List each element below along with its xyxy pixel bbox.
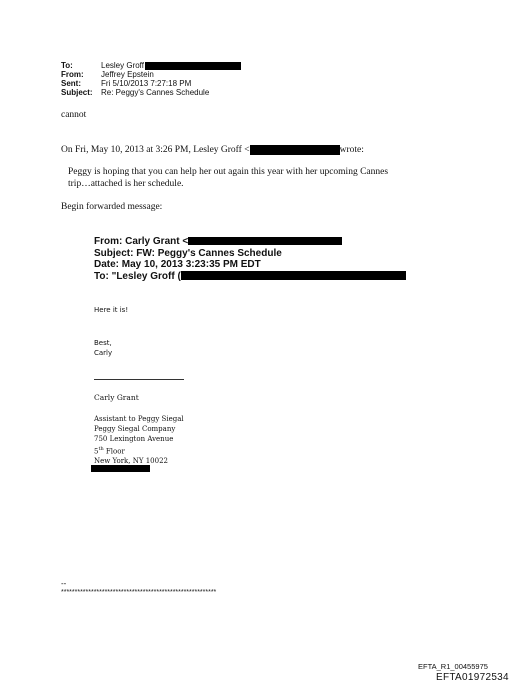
signature-divider [94,379,184,380]
signature-floor [94,444,184,456]
signature-title: Assistant to Peggy Siegal [94,415,184,423]
forwarded-date: Date: May 10, 2013 3:23:35 PM EDT [94,259,261,270]
signature-city: New York, NY 10022 [94,457,168,466]
message-line: Here it is! [94,306,129,314]
signature-name: Carly Grant [94,393,139,402]
floor-number: 5 [94,447,99,456]
forwarded-subject: Subject: FW: Peggy's Cannes Schedule [94,247,282,259]
quote-intro-prefix: On Fri, May 10, 2013 at 3:26 PM, Lesley Groff < [61,145,250,155]
to-row [61,61,241,70]
subject-row [61,88,241,97]
begin-forwarded-label: Begin forwarded message: [61,202,163,212]
redaction-block [91,465,150,472]
to-label: To: [61,61,73,70]
footer-ref-small: EFTA_R1_00455975 [418,662,488,671]
signature-address: 750 Lexington Avenue [94,435,174,443]
forwarded-from-text: From: Carly Grant < [94,236,189,247]
from-value: Jeffrey Epstein [101,70,154,79]
subject-value: Re: Peggy's Cannes Schedule [101,88,210,97]
forwarded-to-text: To: "Lesley Groff ( [94,270,181,282]
separator-stars: ********************************************************* [61,589,217,596]
sent-value: Fri 5/10/2013 7:27:18 PM [101,79,192,88]
redaction-block [188,237,342,245]
forwarded-from [94,236,406,248]
redaction-block [145,62,241,70]
quoted-line: trip…attached is her schedule. [68,179,184,189]
reply-text: cannot [61,110,87,120]
email-header [61,61,241,97]
signature-company: Peggy Siegal Company [94,425,176,433]
closing-name: Carly [94,349,113,357]
floor-word: Floor [103,447,125,456]
message-closing [94,338,112,358]
quote-intro [61,144,364,156]
subject-label: Subject: [61,88,93,97]
forwarded-to [94,271,406,283]
from-label: From: [61,70,84,79]
forwarded-header [94,236,406,282]
redaction-block [181,271,406,280]
quoted-line: Peggy is hoping that you can help her out again this year with her upcoming Cannes [68,167,389,177]
separator-dashes: -- [61,579,67,588]
quoted-message [68,166,388,190]
sent-label: Sent: [61,79,81,88]
quote-intro-suffix: wrote: [339,145,364,155]
redaction-block [250,145,340,155]
sent-row [61,79,241,88]
from-row [61,70,241,79]
to-value: Lesley Groff [101,61,144,70]
floor-suffix: th [98,446,104,452]
closing-text: Best, [94,339,112,347]
signature-block [94,414,184,466]
footer-ref-large: EFTA01972534 [436,672,509,683]
